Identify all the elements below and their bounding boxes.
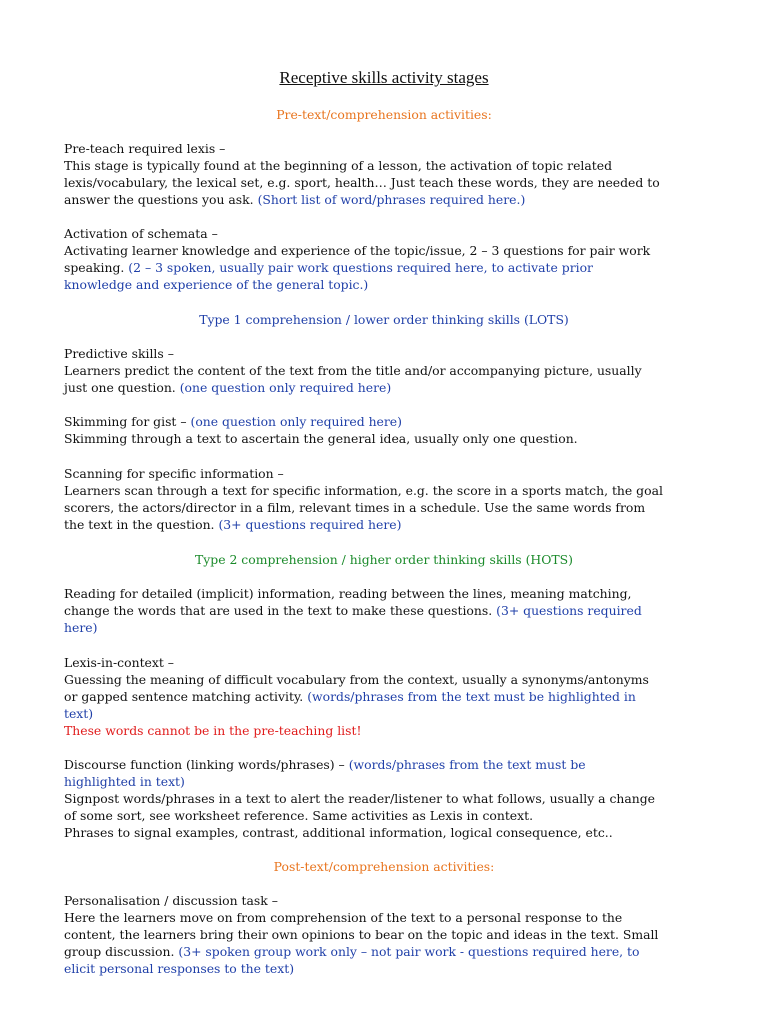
scanning-line-4 bbox=[64, 516, 724, 533]
skimming-note: (one question only required here) bbox=[190, 414, 402, 429]
scanning-line-4-text: the text in the question. bbox=[64, 517, 215, 532]
detailed-line-2-text: change the words that are used in the text to make these questions. bbox=[64, 603, 493, 618]
predictive-line-3-text: just one question. bbox=[64, 380, 176, 395]
discourse-note: (words/phrases from the text must be bbox=[348, 757, 586, 772]
lexis-line-4-text: answer the questions you ask. bbox=[64, 192, 254, 207]
discourse-note-cont: highlighted in text) bbox=[64, 774, 185, 789]
detailed-line-2 bbox=[64, 602, 724, 619]
heading-pre-text: Pre-text/comprehension activities: bbox=[276, 107, 492, 122]
lexis-context-line-2: Guessing the meaning of difficult vocabulary from the context, usually a synonyms/antonyms bbox=[64, 672, 649, 687]
discourse-line-3: Signpost words/phrases in a text to alert the reader/listener to what follows, usually a change bbox=[64, 791, 656, 806]
detailed-note: (3+ questions required bbox=[496, 603, 642, 618]
skimming-line-2: Skimming through a text to ascertain the general idea, usually only one question. bbox=[64, 431, 578, 446]
discourse-line-5: Phrases to signal examples, contrast, additional information, logical consequence, etc.. bbox=[64, 825, 613, 840]
heading-type-2: Type 2 comprehension / higher order thinking skills (HOTS) bbox=[195, 552, 573, 567]
personal-line-3: content, the learners bring their own opinions to bear on the topic and ideas in the text. Small bbox=[64, 927, 659, 942]
predictive-heading: Predictive skills – bbox=[64, 346, 174, 361]
lexis-context-note: (words/phrases from the text must be highlighted in bbox=[307, 689, 636, 704]
lexis-note: (Short list of word/phrases required here.) bbox=[257, 192, 526, 207]
personal-line-2: Here the learners move on from comprehension of the text to a personal response to the bbox=[64, 910, 623, 925]
schemata-note: (2 – 3 spoken, usually pair work questions required here, to activate prior bbox=[128, 260, 593, 275]
schemata-heading: Activation of schemata – bbox=[64, 226, 218, 241]
detailed-note-cont: here) bbox=[64, 620, 98, 635]
skimming-heading bbox=[64, 413, 724, 430]
scanning-line-3: scorers, the actors/director in a film, relevant times in a schedule. Use the same words from bbox=[64, 500, 646, 515]
schemata-line-2: Activating learner knowledge and experience of the topic/issue, 2 – 3 questions for pair work bbox=[64, 243, 651, 258]
lexis-line-3: lexis/vocabulary, the lexical set, e.g. sport, health… Just teach these words, they are needed to bbox=[64, 175, 660, 190]
scanning-heading: Scanning for specific information – bbox=[64, 466, 284, 481]
predictive-note: (one question only required here) bbox=[179, 380, 392, 395]
document-title: Receptive skills activity stages bbox=[279, 68, 489, 87]
discourse-line-4: of some sort, see worksheet reference. Same activities as Lexis in context. bbox=[64, 808, 534, 823]
discourse-heading-text: Discourse function (linking words/phrases) – bbox=[64, 757, 345, 772]
personal-line-4-text: group discussion. bbox=[64, 944, 175, 959]
personal-line-4 bbox=[64, 943, 724, 960]
lexis-line-2: This stage is typically found at the beginning of a lesson, the activation of topic related bbox=[64, 158, 612, 173]
heading-type-1: Type 1 comprehension / lower order thinking skills (LOTS) bbox=[199, 312, 569, 327]
lexis-context-line-3-text: or gapped sentence matching activity. bbox=[64, 689, 304, 704]
lexis-line-4 bbox=[64, 191, 724, 208]
lexis-context-note-cont: text) bbox=[64, 706, 94, 721]
schemata-line-3-text: speaking. bbox=[64, 260, 125, 275]
lexis-heading: Pre-teach required lexis – bbox=[64, 141, 226, 156]
scanning-note: (3+ questions required here) bbox=[218, 517, 402, 532]
lexis-context-warning: These words cannot be in the pre-teaching list! bbox=[64, 723, 362, 738]
detailed-line-1: Reading for detailed (implicit) information, reading between the lines, meaning matching, bbox=[64, 586, 632, 601]
scanning-line-2: Learners scan through a text for specific information, e.g. the score in a sports match, the goal bbox=[64, 483, 663, 498]
skimming-heading-text: Skimming for gist – bbox=[64, 414, 187, 429]
personal-note-cont: elicit personal responses to the text) bbox=[64, 961, 295, 976]
schemata-line-3 bbox=[64, 259, 724, 276]
discourse-heading bbox=[64, 756, 724, 773]
predictive-line-3 bbox=[64, 379, 724, 396]
personal-heading: Personalisation / discussion task – bbox=[64, 893, 278, 908]
schemata-note-cont: knowledge and experience of the general topic.) bbox=[64, 277, 369, 292]
lexis-context-heading: Lexis-in-context – bbox=[64, 655, 174, 670]
predictive-line-2: Learners predict the content of the text from the title and/or accompanying picture, usually bbox=[64, 363, 642, 378]
heading-post-text: Post-text/comprehension activities: bbox=[273, 859, 495, 874]
lexis-context-line-3 bbox=[64, 688, 724, 705]
personal-note: (3+ spoken group work only – not pair work - questions required here, to bbox=[178, 944, 640, 959]
